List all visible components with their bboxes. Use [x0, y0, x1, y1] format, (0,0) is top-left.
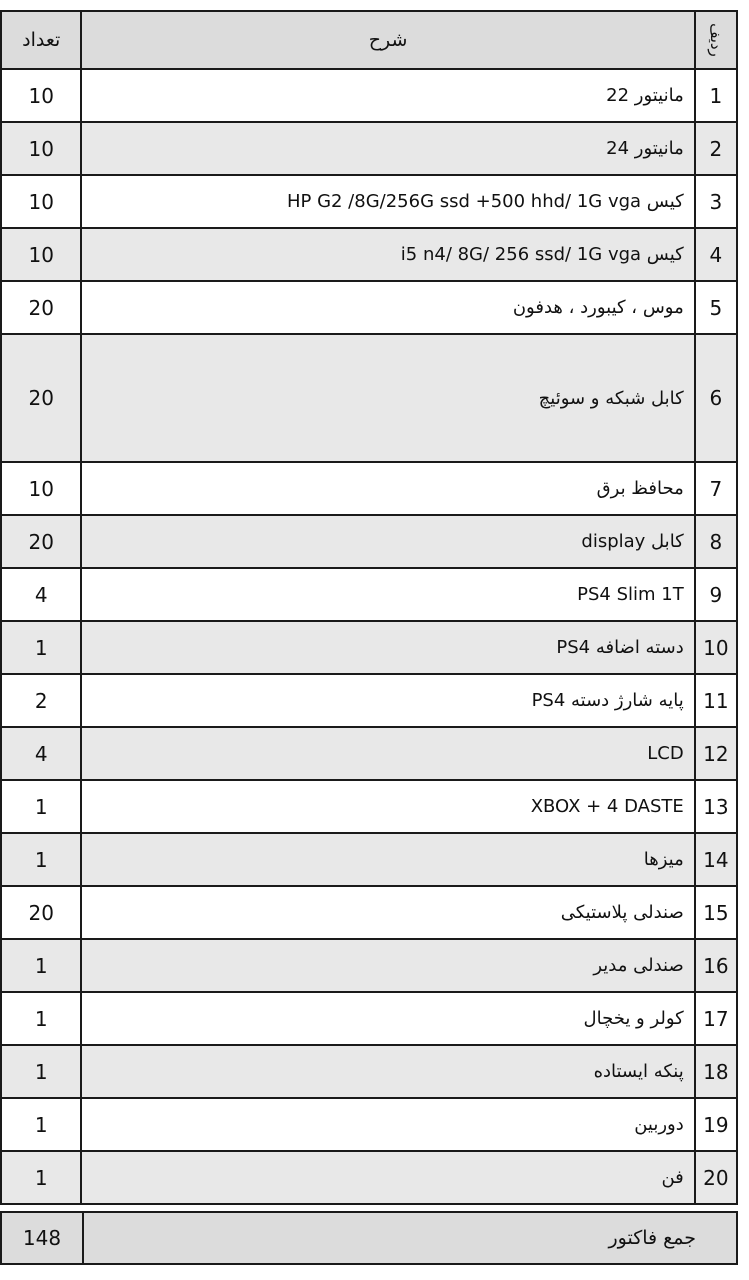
table-row	[1, 281, 737, 334]
row-num: 6	[695, 334, 737, 462]
row-num: 13	[695, 780, 737, 833]
header-num	[695, 11, 737, 69]
row-desc: صندلی مدیر	[81, 939, 694, 992]
row-num: 7	[695, 462, 737, 515]
header-num-label: ردیف	[706, 23, 725, 57]
row-qty: 10	[1, 69, 81, 122]
row-desc: PS4 Slim 1T	[81, 568, 694, 621]
table-row	[1, 1098, 737, 1151]
table-row	[1, 515, 737, 568]
row-qty: 1	[1, 1151, 81, 1204]
row-desc: فن	[81, 1151, 694, 1204]
row-qty: 1	[1, 1045, 81, 1098]
row-qty: 4	[1, 568, 81, 621]
row-qty: 1	[1, 939, 81, 992]
table-row	[1, 1045, 737, 1098]
row-num: 2	[695, 122, 737, 175]
table-header-row	[1, 11, 737, 69]
row-num: 10	[695, 621, 737, 674]
row-desc: کولر و یخچال	[81, 992, 694, 1045]
row-qty: 20	[1, 334, 81, 462]
row-num: 18	[695, 1045, 737, 1098]
row-qty: 10	[1, 228, 81, 281]
row-num: 4	[695, 228, 737, 281]
items-table	[0, 10, 738, 1205]
table-row	[1, 69, 737, 122]
row-desc: کیس i5 n4/ 8G/ 256 ssd/ 1G vga	[81, 228, 694, 281]
row-qty: 1	[1, 992, 81, 1045]
row-desc: پنکه ایستاده	[81, 1045, 694, 1098]
total-table	[0, 1211, 738, 1265]
table-row	[1, 568, 737, 621]
row-qty: 20	[1, 515, 81, 568]
row-desc: پایه شارژ دسته PS4	[81, 674, 694, 727]
header-qty: تعداد	[1, 11, 81, 69]
row-desc: کیس HP G2 /8G/256G ssd +500 hhd/ 1G vga	[81, 175, 694, 228]
row-qty: 1	[1, 621, 81, 674]
row-num: 15	[695, 886, 737, 939]
row-qty: 4	[1, 727, 81, 780]
row-num: 9	[695, 568, 737, 621]
table-row	[1, 727, 737, 780]
table-row	[1, 621, 737, 674]
total-row	[1, 1212, 737, 1264]
row-qty: 10	[1, 122, 81, 175]
total-qty: 148	[1, 1212, 83, 1264]
total-label: جمع فاکتور	[83, 1212, 737, 1264]
row-desc: LCD	[81, 727, 694, 780]
row-desc: دسته اضافه PS4	[81, 621, 694, 674]
row-num: 19	[695, 1098, 737, 1151]
row-num: 8	[695, 515, 737, 568]
table-row	[1, 228, 737, 281]
row-num: 5	[695, 281, 737, 334]
row-num: 1	[695, 69, 737, 122]
row-num: 16	[695, 939, 737, 992]
table-row	[1, 833, 737, 886]
invoice-sheet	[0, 10, 738, 1265]
row-qty: 20	[1, 281, 81, 334]
table-row	[1, 175, 737, 228]
row-qty: 2	[1, 674, 81, 727]
row-desc: مانیتور 24	[81, 122, 694, 175]
row-qty: 20	[1, 886, 81, 939]
row-num: 17	[695, 992, 737, 1045]
table-row	[1, 886, 737, 939]
row-desc: مانیتور 22	[81, 69, 694, 122]
row-qty: 1	[1, 780, 81, 833]
table-row	[1, 939, 737, 992]
row-qty: 10	[1, 462, 81, 515]
row-num: 20	[695, 1151, 737, 1204]
row-num: 3	[695, 175, 737, 228]
row-num: 14	[695, 833, 737, 886]
table-row	[1, 674, 737, 727]
table-row	[1, 1151, 737, 1204]
row-qty: 1	[1, 1098, 81, 1151]
table-row	[1, 462, 737, 515]
row-qty: 1	[1, 833, 81, 886]
row-num: 11	[695, 674, 737, 727]
table-row	[1, 334, 737, 462]
row-desc: صندلی پلاستیکی	[81, 886, 694, 939]
table-row	[1, 122, 737, 175]
row-desc: دوربین	[81, 1098, 694, 1151]
row-num: 12	[695, 727, 737, 780]
row-desc: XBOX + 4 DASTE	[81, 780, 694, 833]
row-qty: 10	[1, 175, 81, 228]
row-desc: کابل display	[81, 515, 694, 568]
table-row	[1, 780, 737, 833]
row-desc: کابل شبکه و سوئیچ	[81, 334, 694, 462]
row-desc: موس ، کیبورد ، هدفون	[81, 281, 694, 334]
row-desc: میزها	[81, 833, 694, 886]
row-desc: محافظ برق	[81, 462, 694, 515]
table-row	[1, 992, 737, 1045]
header-desc: شرح	[81, 11, 694, 69]
